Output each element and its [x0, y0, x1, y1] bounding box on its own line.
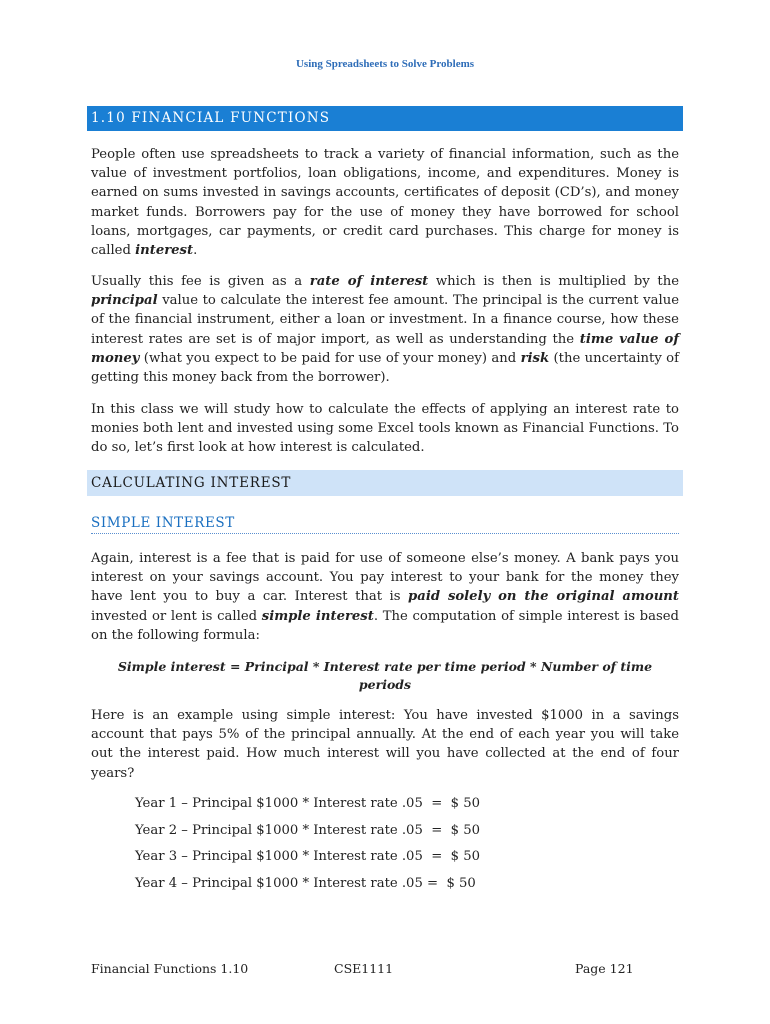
simple-interest-formula: Simple interest = Principal * Interest rate per time period * Number of time periods	[117, 659, 653, 692]
simple-interest-heading: SIMPLE INTEREST	[91, 515, 679, 534]
rate-text-2: which is then is multiplied by the	[428, 274, 680, 289]
rate-paragraph	[91, 272, 679, 387]
year-calculation-item: Year 1 – Principal $1000 * Interest rate .05 = $ 50	[135, 796, 481, 811]
intro-text: People often use spreadsheets to track a variety of financial information, such as the value of investment portfolios, loan obligations, income, and expenditures. Money is earned on sums invested in savings accounts, certificates of deposit (CD’s), and money market funds. Borrowers pay for the use of money they have borrowed for school loans, mortgages, car payments, or credit card purchases. This charge for money is called	[91, 147, 679, 259]
rate-text-5: (the uncertainty of getting this money back from the borrower).	[91, 350, 680, 386]
simple-text-1: Again, interest is a fee that is paid for use of someone else’s money. A bank pays you interest on your savings account. You pay interest to your bank for the money they have lent you to buy a car. Interest that is	[91, 551, 679, 605]
subsection-heading: CALCULATING INTEREST	[87, 470, 683, 496]
example-paragraph: Here is an example using simple interest: You have invested $1000 in a savings account that pays 5% of the principal annually. At the end of each year you will take out the interest paid. How much interest will you have collected at the end of four years?	[91, 708, 679, 781]
section-heading: 1.10 FINANCIAL FUNCTIONS	[87, 106, 683, 131]
term-paid-solely: paid solely on the original amount	[408, 589, 679, 605]
simple-text-3: . The computation of simple interest is based on the following formula:	[91, 608, 679, 643]
term-simple-interest: simple interest	[261, 608, 374, 624]
year-calculation-item: Year 4 – Principal $1000 * Interest rate .05 = $ 50	[135, 875, 476, 891]
term-risk: risk	[520, 350, 550, 366]
year-calculation-item: Year 3 – Principal $1000 * Interest rate .05 = $ 50	[135, 849, 481, 864]
simple-text-2: invested or lent is called	[91, 608, 262, 624]
class-paragraph: In this class we will study how to calculate the effects of applying an interest rate to monies both lent and invested using some Excel tools known as Financial Functions. To do so, let’s first look at how interest is calculated.	[91, 402, 679, 456]
footer-course: CSE1111	[334, 961, 394, 976]
rate-text-1: Usually this fee is given as a	[91, 274, 310, 289]
rate-text-3: value to calculate the interest fee amount. The principal is the current value of the financial instrument, either a loan or investment. In a finance course, how these interest rates are set is of major import, as well as understanding the	[91, 293, 679, 347]
term-time-value: time value of money	[91, 331, 679, 366]
intro-paragraph	[91, 145, 679, 260]
running-header: Using Spreadsheets to Solve Problems	[295, 58, 475, 70]
intro-end: .	[193, 243, 198, 259]
term-interest: interest	[135, 243, 194, 259]
term-principal: principal	[91, 293, 158, 309]
term-rate-of-interest: rate of interest	[309, 274, 429, 289]
year-calculation-item: Year 2 – Principal $1000 * Interest rate .05 = $ 50	[135, 822, 481, 838]
simple-interest-paragraph	[91, 549, 679, 645]
year-calculation-list	[135, 795, 480, 901]
footer-page-number: Page 121	[575, 961, 634, 976]
rate-text-4: (what you expect to be paid for use of your money) and	[139, 350, 521, 366]
footer-chapter: Financial Functions 1.10	[91, 961, 249, 976]
